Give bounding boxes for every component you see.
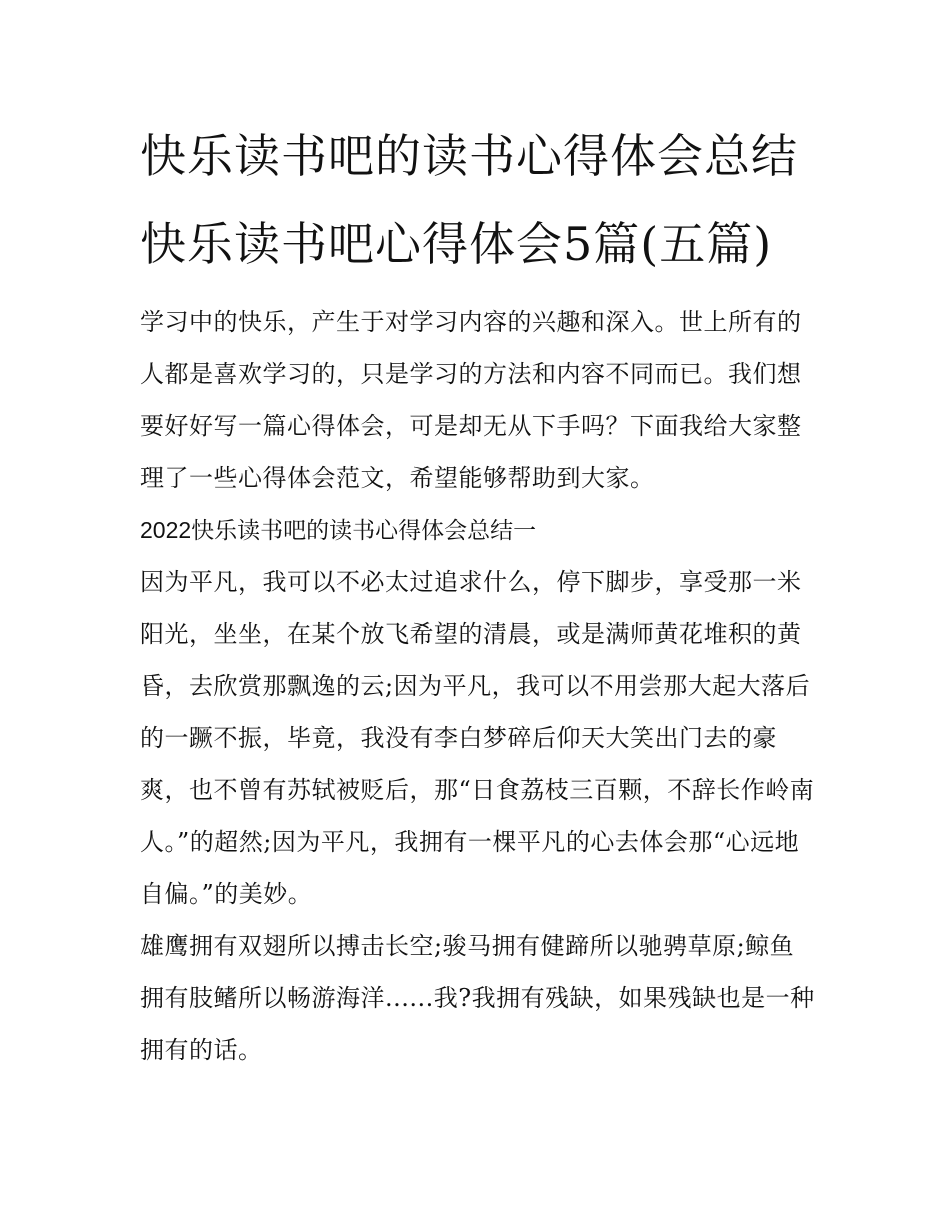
section-heading: 2022快乐读书吧的读书心得体会总结一: [140, 517, 537, 543]
body-paragraph-1: 因为平凡，我可以不必太过追求什么，停下脚步，享受那一米阳光，坐坐，在某个放飞希望的清晨，或是满师黄花堆积的黄昏，去欣赏那飘逸的云;因为平凡，我可以不用尝那大起大落后的一蹶不振，毕竟，我没有李白梦碎后仰天大笑出门去的豪爽，也不曾有苏轼被贬后，那“日食荔枝三百颗，不辞长作岭南人。”的超然;因为平凡，我拥有一棵平凡的心去体会那“心远地自偏。”的美妙。: [140, 568, 815, 908]
intro-paragraph: 学习中的快乐，产生于对学习内容的兴趣和深入。世上所有的人都是喜欢学习的，只是学习的方法和内容不同而已。我们想要好好写一篇心得体会，可是却无从下手吗？下面我给大家整理了一些心得体会范文，希望能够帮助到大家。: [140, 308, 802, 492]
body-paragraph-2: 雄鹰拥有双翅所以搏击长空;骏马拥有健蹄所以驰骋草原;鲸鱼拥有肢鳍所以畅游海洋......我?我拥有残缺，如果残缺也是一种拥有的话。: [140, 932, 815, 1064]
document-title: 快乐读书吧的读书心得体会总结 快乐读书吧心得体会5篇(五篇): [140, 129, 798, 271]
document-content: [140, 112, 816, 1076]
